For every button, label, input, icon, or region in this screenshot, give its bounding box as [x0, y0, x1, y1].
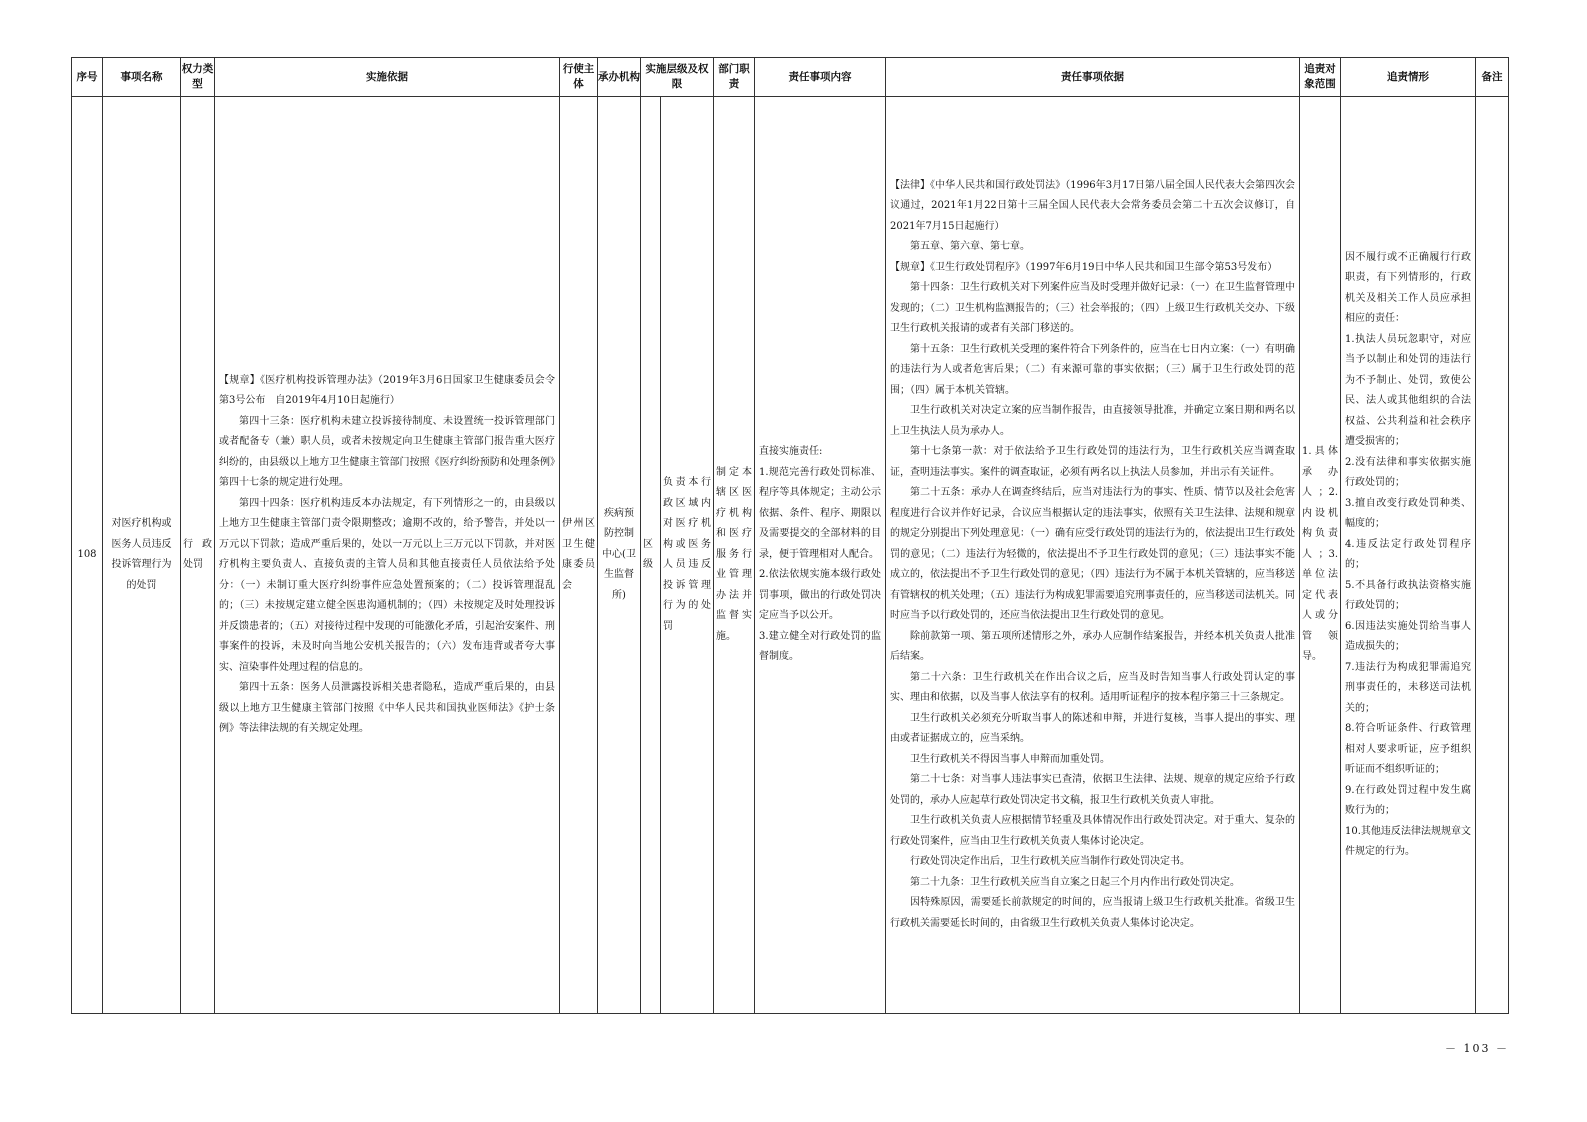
situation-para: 10.其他违反法律法规规章文件规定的行为。 [1345, 825, 1471, 857]
resp-content-para: 3.建立健全对行政处罚的监督制度。 [759, 630, 881, 663]
resp-content-para: 2.依法依规实施本级行政处罚事项，做出的行政处罚决定应当予以公开。 [759, 569, 881, 622]
header-scope: 追责对象范围 [1300, 58, 1341, 97]
situation-para: 4.违反法定行政处罚程序的； [1345, 538, 1471, 570]
resp-basis-para: 第十五条：卫生行政机关受理的案件符合下列条件的，应当在七日内立案：（一）有明确的违法行为人或者危害后果；（二）有来源可靠的事实依据；（三）属于卫生行政处罚的范围；（四）属于本机关管辖。 [890, 343, 1295, 396]
header-resp-basis: 责任事项依据 [886, 58, 1300, 97]
resp-content-para: 1.规范完善行政处罚标准、程序等具体规定；主动公示依据、条件、程序、期限以及需要提交的全部材料的目录，便于管理相对人配合。 [759, 466, 881, 560]
header-dept-duty: 部门职责 [714, 58, 755, 97]
resp-basis-para: 卫生行政机关必须充分听取当事人的陈述和申辩，并进行复核，当事人提出的事实、理由或者证据成立的，应当采纳。 [890, 712, 1295, 745]
resp-basis-para: 第十七条第一款：对于依法给予卫生行政处罚的违法行为，卫生行政机关应当调查取证，查明违法事实。案件的调查取证，必须有两名以上执法人员参加，并出示有关证件。 [890, 446, 1295, 478]
cell-basis [215, 97, 560, 1014]
cell-level-a: 区级 [641, 97, 661, 1014]
cell-resp-basis [886, 97, 1300, 1014]
resp-basis-para: 第二十五条：承办人在调查终结后，应当对违法行为的事实、性质、情节以及社会危害程度进行合议并作好记录，合议应当根据认定的违法事实，依照有关卫生法律、法规和规章的规定分别提出下列处理意见：（一）确有应受行政处罚的违法行为的，依法提出卫生行政处罚的意见；（二）违法行为轻微的，依法提出不予卫生行政处罚的意见；（三）违法事实不能成立的，依法提出不予卫生行政处罚的意见；（四）违法行为不属于本机关管辖的，应当移送有管辖权的机关处理；（五）违法行为构成犯罪需要追究刑事责任的，应当移送司法机关。同时应当予以行政处罚的，还应当依法提出卫生行政处罚的意见。 [890, 487, 1295, 622]
resp-basis-para: 【规章】《卫生行政处罚程序》（1997年6月19日中华人民共和国卫生部令第53号发布） [890, 261, 1278, 273]
situation-para: 9.在行政处罚过程中发生腐败行为的； [1345, 784, 1471, 816]
resp-content-para: 直接实施责任: [759, 446, 823, 458]
header-item-name: 事项名称 [103, 58, 181, 97]
cell-resp-content [755, 97, 886, 1014]
header-resp-content: 责任事项内容 [755, 58, 886, 97]
table-row [72, 97, 1509, 1014]
situation-para: 5.不具备行政执法资格实施行政处罚的； [1345, 579, 1471, 611]
resp-basis-para: 卫生行政机关不得因当事人申辩而加重处罚。 [910, 753, 1110, 765]
cell-situations [1341, 97, 1476, 1014]
header-level: 实施层级及权限 [641, 58, 714, 97]
header-seq: 序号 [72, 58, 103, 97]
header-subject: 行使主体 [560, 58, 598, 97]
cell-power-type: 行政处罚 [181, 97, 215, 1014]
cell-subject: 伊州区卫生健康委员会 [560, 97, 598, 1014]
situation-para: 1.执法人员玩忽职守，对应当予以制止和处罚的违法行为不予制止、处罚，致使公民、法人或其他组织的合法权益、公共利益和社会秩序遭受损害的； [1345, 333, 1471, 447]
resp-basis-para: 除前款第一项、第五项所述情形之外，承办人应制作结案报告，并经本机关负责人批准后结案。 [890, 630, 1295, 663]
cell-remark [1476, 97, 1509, 1014]
situation-para: 3.擅自改变行政处罚种类、幅度的； [1345, 497, 1471, 529]
situation-para: 6.因违法实施处罚给当事人造成损失的； [1345, 620, 1471, 652]
table-header-row [72, 58, 1509, 97]
cell-handler: 疾病预防控制中心(卫生监督所) [598, 97, 641, 1014]
responsibility-table [71, 57, 1509, 1014]
resp-basis-para: 卫生行政机关对决定立案的应当制作报告，由直接领导批准，并确定立案日期和两名以上卫生执法人员为承办人。 [890, 405, 1295, 437]
resp-basis-para: 因特殊原因，需要延长前款规定的时间的，应当报请上级卫生行政机关批准。省级卫生行政机关需要延长时间的，由省级卫生行政机关负责人集体讨论决定。 [890, 897, 1295, 929]
cell-seq: 108 [72, 97, 103, 1014]
resp-basis-para: 第二十七条：对当事人违法事实已查清，依据卫生法律、法规、规章的规定应给予行政处罚的，承办人应起草行政处罚决定书文稿，报卫生行政机关负责人审批。 [890, 774, 1295, 806]
basis-para: 第四十四条：医疗机构违反本办法规定，有下列情形之一的，由县级以上地方卫生健康主管部门责令限期整改；逾期不改的，给予警告，并处以一万元以下罚款；造成严重后果的，处以一万元以上三万元以下罚款，并对医疗机构主要负责人、直接负责的主管人员和其他直接责任人员依法给予处分：（一）未制订重大医疗纠纷事件应急处置预案的；（二）投诉管理混乱的；（三）未按规定建立健全医患沟通机制的；（四）未按规定及时处理投诉并反馈患者的；（五）对接待过程中发现的可能激化矛盾，引起治安案件、刑事案件的投诉，未及时向当地公安机关报告的；（六）发布违背或者夸大事实、渲染事件处理过程的信息的。 [219, 497, 555, 673]
cell-dept-duty: 制定本辖区医疗机构和医疗服务行业管理办法并监督实施。 [714, 97, 755, 1014]
situation-para: 因不履行或不正确履行行政职责，有下列情形的，行政机关及相关工作人员应承担相应的责任： [1345, 251, 1471, 324]
cell-scope: 1.具体承办人；2.内设机构负责人；3.单位法定代表人或分管领导。 [1300, 97, 1341, 1014]
resp-basis-para: 行政处罚决定作出后，卫生行政机关应当制作行政处罚决定书。 [910, 856, 1190, 868]
basis-para: 第四十三条：医疗机构未建立投诉接待制度、未设置统一投诉管理部门或者配备专（兼）职人员，或者未按规定向卫生健康主管部门报告重大医疗纠纷的，由县级以上地方卫生健康主管部门按照《医疗纠纷预防和处理条例》第四十七条的规定进行处理。 [219, 415, 555, 488]
resp-basis-para: 第五章、第六章、第七章。 [910, 241, 1030, 253]
header-remark: 备注 [1476, 58, 1509, 97]
resp-basis-para: 【法律】《中华人民共和国行政处罚法》（1996年3月17日第八届全国人民代表大会第四次会议通过，2021年1月22日第十三届全国人民代表大会常务委员会第二十五次会议修订，自2021年7月15日起施行） [890, 179, 1295, 232]
resp-basis-para: 卫生行政机关负责人应根据情节轻重及具体情况作出行政处罚决定。对于重大、复杂的行政处罚案件，应当由卫生行政机关负责人集体讨论决定。 [890, 815, 1295, 847]
cell-level-b: 负责本行政区域内对医疗机构或医务人员违反投诉管理行为的处罚 [661, 97, 714, 1014]
basis-para: 第四十五条：医务人员泄露投诉相关患者隐私，造成严重后果的，由县级以上地方卫生健康主管部门按照《中华人民共和国执业医师法》《护士条例》等法律法规的有关规定处理。 [219, 682, 555, 734]
resp-basis-para: 第二十六条：卫生行政机关在作出合议之后，应当及时告知当事人行政处罚认定的事实、理由和依据，以及当事人依法享有的权利。适用听证程序的按本程序第三十三条规定。 [890, 671, 1295, 704]
cell-item-name: 对医疗机构或医务人员违反投诉管理行为的处罚 [103, 97, 181, 1014]
situation-para: 7.违法行为构成犯罪需追究刑事责任的，未移送司法机关的； [1345, 661, 1471, 714]
page-number: － 103 － [1445, 1042, 1509, 1055]
resp-basis-para: 第十四条：卫生行政机关对下列案件应当及时受理并做好记录：（一）在卫生监督管理中发现的；（二）卫生机构监测报告的；（三）社会举报的；（四）上级卫生行政机关交办、下级卫生行政机关报请的或者有关部门移送的。 [890, 282, 1295, 335]
basis-para: 【规章】《医疗机构投诉管理办法》（2019年3月6日国家卫生健康委员会令第3号公布 自2019年4月10日起施行） [219, 374, 555, 406]
header-handler: 承办机构 [598, 58, 641, 97]
situation-para: 2.没有法律和事实依据实施行政处罚的； [1345, 456, 1471, 488]
situation-para: 8.符合听证条件、行政管理相对人要求听证，应予组织听证而不组织听证的； [1345, 723, 1471, 775]
header-basis: 实施依据 [215, 58, 560, 97]
header-situations: 追责情形 [1341, 58, 1476, 97]
resp-basis-para: 第二十九条：卫生行政机关应当自立案之日起三个月内作出行政处罚决定。 [910, 876, 1240, 888]
header-power-type: 权力类型 [181, 58, 215, 97]
